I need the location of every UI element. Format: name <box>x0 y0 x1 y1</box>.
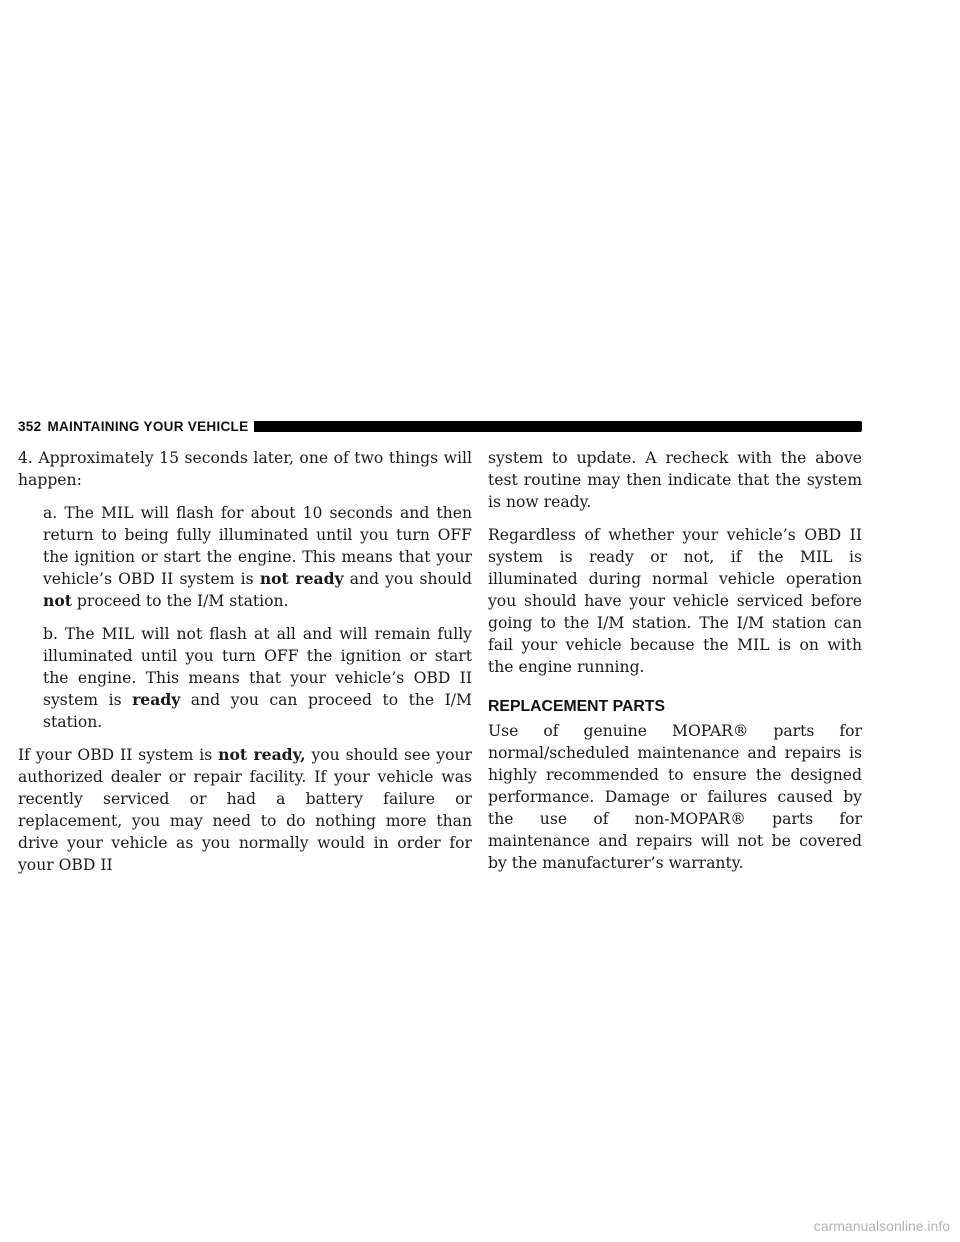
option-a-paragraph: a. The MIL will flash for about 10 seconds and then return to being fully illuminated until you turn OFF the ignition or start the engine. This means that your vehicle’s OBD II system is not ready and you should not proceed to the I/M station. <box>43 504 472 610</box>
right-column <box>488 447 862 885</box>
header-rule <box>254 421 862 432</box>
watermark: carmanualsonline.info <box>813 1218 950 1234</box>
step-4-paragraph: 4. Approximately 15 seconds later, one of two things will happen: <box>18 449 472 489</box>
not-ready-paragraph: If your OBD II system is not ready, you should see your authorized dealer or repair facility. If your vehicle was recently serviced or had a battery failure or replacement, you may need to do nothing more than drive your vehicle as you normally would in order for your OBD II <box>18 745 473 874</box>
option-b-paragraph: b. The MIL will not flash at all and will remain fully illuminated until you turn OFF the ignition or start the engine. This means that your vehicle’s OBD II system is ready and you can proceed to the I/M station. <box>43 625 473 731</box>
not-emphasis: not <box>43 591 72 610</box>
ready-emphasis: ready <box>132 690 181 709</box>
update-paragraph: system to update. A recheck with the above test routine may then indicate that the system is now ready. <box>488 449 862 511</box>
replacement-parts-heading: REPLACEMENT PARTS <box>488 698 665 715</box>
page-number: 352 <box>18 418 42 434</box>
section-title: MAINTAINING YOUR VEHICLE <box>47 418 249 434</box>
left-column <box>18 447 472 887</box>
page-header <box>18 416 862 436</box>
replacement-parts-paragraph: Use of genuine MOPAR® parts for normal/scheduled maintenance and repairs is highly recommended to ensure the designed performance. Damage or failures caused by the use of non-MOPAR® parts for maintenance and repairs will not be covered by the manufacturer’s warranty. <box>488 722 862 872</box>
not-ready-emphasis: not ready <box>259 569 344 588</box>
not-ready-comma-emphasis: not ready, <box>218 745 306 764</box>
mil-illuminated-paragraph: Regardless of whether your vehicle’s OBD II system is ready or not, if the MIL is illuminated during normal vehicle operation you should have your vehicle serviced before going to the I/M station. The I/M station can fail your vehicle because the MIL is on with the engine running. <box>488 526 862 676</box>
